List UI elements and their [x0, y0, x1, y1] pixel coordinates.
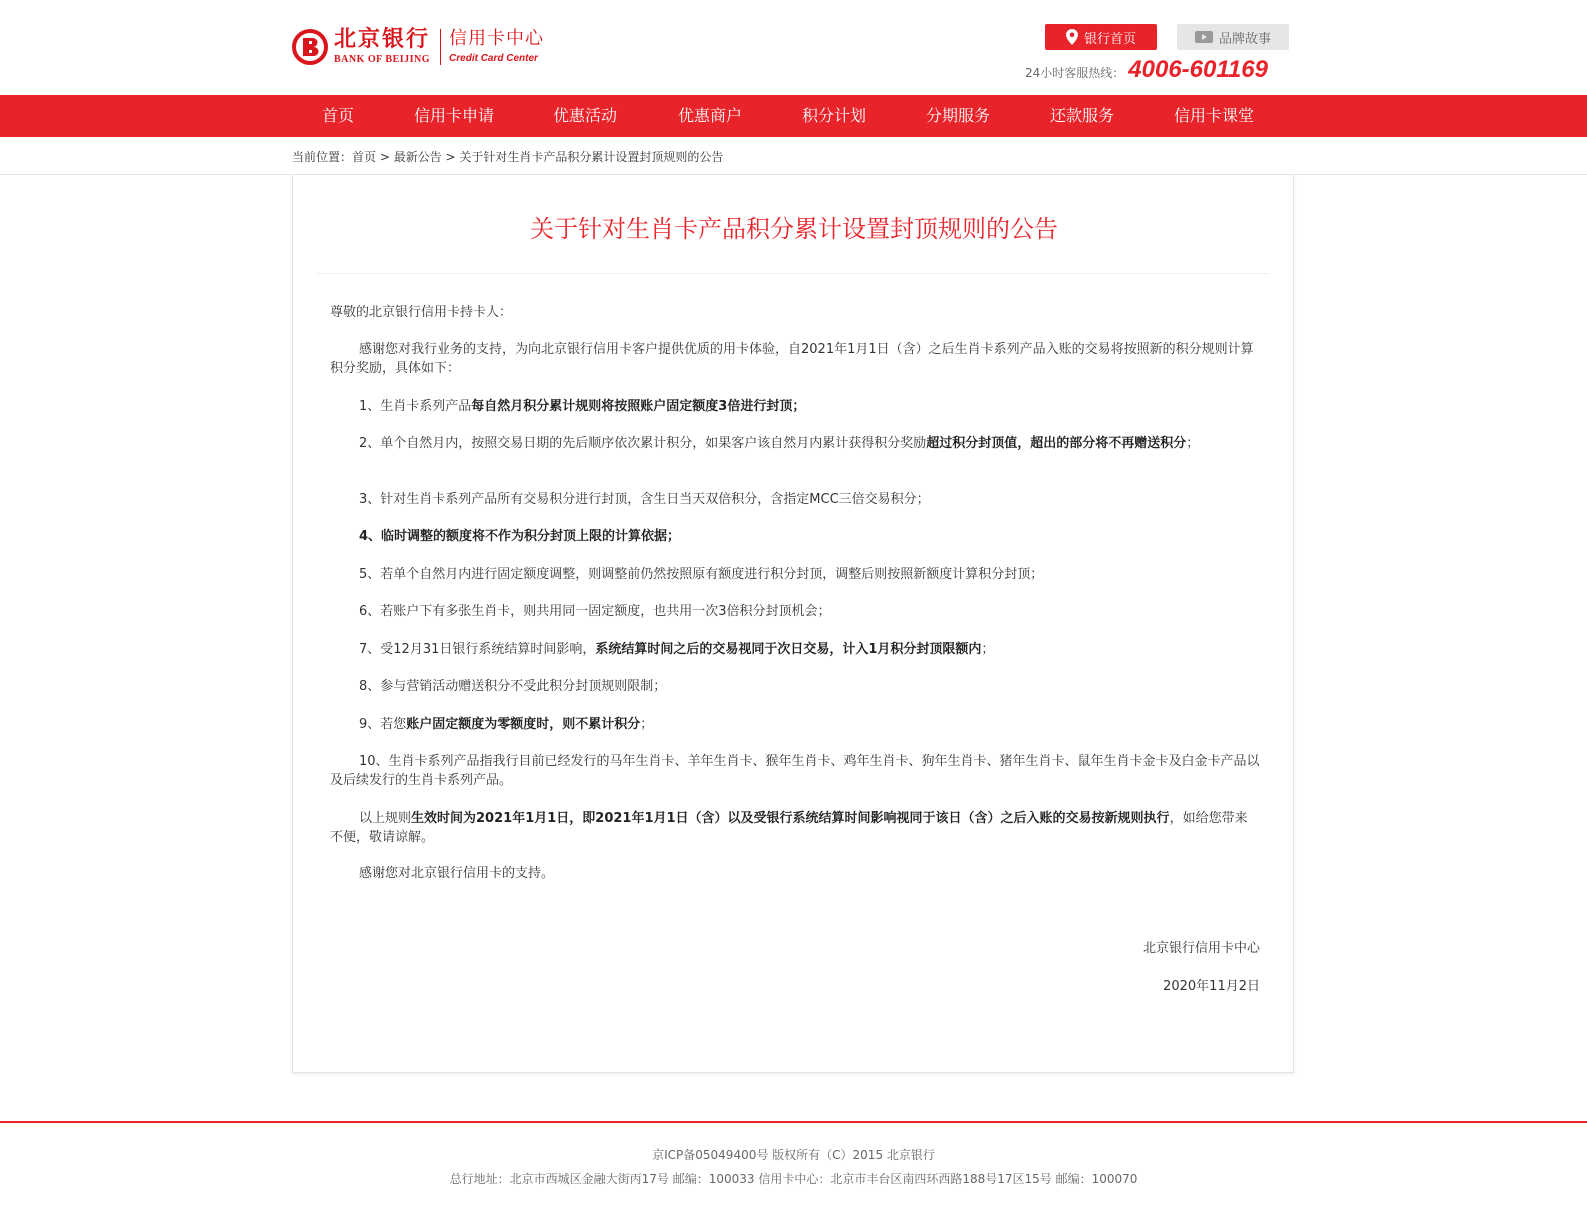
rule-9-bold: 账户固定额度为零额度时，则不累计积分 — [406, 717, 641, 732]
rule-4-bold: 4、临时调整的额度将不作为积分封顶上限的计算依据； — [359, 529, 681, 544]
publish-date: 2020年11月2日 — [1163, 979, 1260, 994]
rule-1-bold: 每自然月积分累计规则将按照账户固定额度3倍进行封顶； — [471, 399, 806, 414]
video-play-icon — [1195, 31, 1213, 43]
logo-name-en: BANK OF BEIJING — [334, 54, 431, 65]
breadcrumb-separator: > — [376, 150, 394, 164]
rule-7-text: 7、受12月31日银行系统结算时间影响， — [359, 642, 596, 657]
rule-2-bold: 超过积分封顶值，超出的部分将不再赠送积分 — [926, 436, 1187, 451]
rule-10: 10、生肖卡系列产品指我行目前已经发行的马年生肖卡、羊年生肖卡、猴年生肖卡、鸡年生肖卡、狗年生肖卡、猪年生肖卡、鼠年生肖卡金卡及白金卡产品以及后续发行的生肖卡系列产品。 — [330, 754, 1260, 788]
bank-home-label: 银行首页 — [1083, 31, 1136, 47]
article-title: 关于针对生肖卡产品积分累计设置封顶规则的公告 — [530, 215, 1058, 243]
footer-divider — [0, 1121, 1587, 1123]
bank-home-button[interactable] — [1045, 24, 1157, 50]
effective-text: 以上规则 — [359, 811, 412, 826]
breadcrumb-current: 关于针对生肖卡产品积分累计设置封顶规则的公告 — [459, 150, 724, 164]
rule-2-text: 2、单个自然月内，按照交易日期的先后顺序依次累计积分，如果客户该自然月内累计获得积分奖励 — [359, 436, 927, 451]
rule-6: 6、若账户下有多张生肖卡，则共用同一固定额度，也共用一次3倍积分封顶机会； — [359, 604, 831, 619]
page-header — [0, 0, 1587, 95]
breadcrumb-prefix: 当前位置： — [292, 150, 353, 164]
customer-hotline — [1025, 56, 1268, 84]
logo-credit-center-cn: 信用卡中心 — [449, 28, 545, 49]
nav-item-merchants[interactable]: 优惠商户 — [678, 106, 743, 125]
nav-item-home[interactable]: 首页 — [322, 106, 355, 125]
rule-9-end: ； — [640, 717, 654, 732]
title-divider — [317, 273, 1269, 274]
nav-item-repayment[interactable]: 还款服务 — [1050, 106, 1115, 125]
rule-8: 8、参与营销活动赠送积分不受此积分封顶规则限制； — [359, 679, 667, 694]
rule-4 — [330, 527, 1260, 546]
breadcrumb-separator: > — [441, 150, 460, 164]
brand-story-label: 品牌故事 — [1218, 31, 1271, 47]
logo-credit-center-en: Credit Card Center — [449, 53, 538, 64]
breadcrumb — [292, 148, 723, 165]
nav-item-points[interactable]: 积分计划 — [802, 106, 867, 125]
article-container — [292, 175, 1294, 1073]
rule-9 — [330, 715, 1260, 734]
breadcrumb-bar — [0, 137, 1587, 175]
rule-2 — [330, 434, 1260, 453]
rule-3: 3、针对生肖卡系列产品所有交易积分进行封顶，含生日当天双倍积分，含指定MCC三倍交易积分； — [359, 492, 930, 507]
intro-paragraph: 感谢您对我行业务的支持，为向北京银行信用卡客户提供优质的用卡体验，自2021年1月1日（含）之后生肖卡系列产品入账的交易将按照新的积分规则计算积分奖励，具体如下： — [330, 342, 1254, 376]
rule-5: 5、若单个自然月内进行固定额度调整，则调整前仍然按照原有额度进行积分封顶，调整后则按照新额度计算积分封顶； — [359, 567, 1044, 582]
nav-item-card-apply[interactable]: 信用卡申请 — [414, 106, 495, 125]
breadcrumb-home-link[interactable]: 首页 — [352, 150, 377, 164]
rule-1 — [330, 397, 1260, 416]
brand-story-button[interactable] — [1177, 24, 1289, 50]
main-nav — [0, 95, 1587, 137]
location-pin-icon — [1066, 29, 1078, 45]
logo-divider — [440, 29, 441, 65]
effective-bold: 生效时间为2021年1月1日，即2021年1月1日（含）以及受银行系统结算时间影响视同于该日（含）之后入账的交易按新规则执行 — [411, 811, 1170, 826]
greeting: 尊敬的北京银行信用卡持卡人： — [330, 305, 513, 320]
breadcrumb-section-link[interactable]: 最新公告 — [393, 150, 442, 164]
nav-item-card-class[interactable]: 信用卡课堂 — [1174, 106, 1255, 125]
logo-name-cn: 北京银行 — [334, 27, 431, 52]
rule-7-end: ； — [981, 642, 995, 657]
thanks-paragraph: 感谢您对北京银行信用卡的支持。 — [359, 866, 555, 881]
signature: 北京银行信用卡中心 — [1142, 941, 1260, 956]
hotline-number: 4006-601169 — [1128, 56, 1268, 83]
nav-item-promotions[interactable]: 优惠活动 — [553, 106, 618, 125]
rule-7 — [330, 640, 1260, 659]
footer-address: 总行地址：北京市西城区金融大街丙17号 邮编：100033 信用卡中心：北京市丰台区南四环西路188号17区15号 邮编：100070 — [449, 1172, 1138, 1186]
effective-end: ，如给您带来不便，敬请谅解。 — [330, 811, 1248, 845]
rule-1-text: 1、生肖卡系列产品 — [359, 399, 472, 414]
effective-paragraph — [330, 809, 1260, 847]
footer-copyright: 京ICP备05049400号 版权所有（C）2015 北京银行 — [652, 1148, 935, 1162]
bank-logo-icon — [292, 29, 328, 65]
rule-2-end: ； — [1186, 436, 1200, 451]
rule-9-text: 9、若您 — [359, 717, 407, 732]
hotline-label: 24小时客服热线： — [1025, 66, 1125, 80]
nav-item-installments[interactable]: 分期服务 — [926, 106, 991, 125]
bank-logo[interactable] — [292, 28, 544, 66]
rule-7-bold: 系统结算时间之后的交易视同于次日交易，计入1月积分封顶限额内 — [595, 642, 982, 657]
